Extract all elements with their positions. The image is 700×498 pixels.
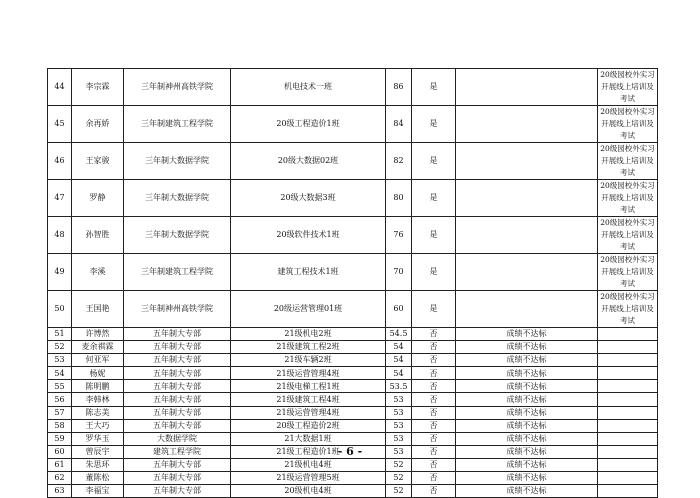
row-number-cell: 61	[48, 458, 72, 471]
table-row	[48, 354, 658, 367]
passed-cell: 否	[412, 406, 456, 419]
row-number-cell: 47	[48, 180, 72, 217]
row-number-cell: 57	[48, 406, 72, 419]
college-cell: 五年制大专部	[124, 419, 231, 432]
remark-cell: 20级园校外实习开展线上培训及考试	[598, 69, 658, 106]
table-row	[48, 217, 658, 254]
results-table	[47, 68, 658, 498]
row-number-cell: 44	[48, 69, 72, 106]
remark-cell	[598, 354, 658, 367]
remark-cell	[598, 458, 658, 471]
student-name-cell: 孙智胜	[72, 217, 124, 254]
reason-cell: 成绩不达标	[456, 406, 598, 419]
college-cell: 三年制大数据学院	[124, 217, 231, 254]
passed-cell: 否	[412, 485, 456, 498]
reason-cell	[456, 106, 598, 143]
table-row	[48, 328, 658, 341]
student-name-cell: 罗华玉	[72, 432, 124, 445]
class-cell: 21级运营管理4班	[231, 367, 386, 380]
college-cell: 五年制大专部	[124, 485, 231, 498]
remark-cell	[598, 406, 658, 419]
class-cell: 21级建筑工程2班	[231, 341, 386, 354]
class-cell: 20级工程造价2班	[231, 419, 386, 432]
reason-cell: 成绩不达标	[456, 432, 598, 445]
score-cell: 54	[386, 354, 412, 367]
passed-cell: 否	[412, 380, 456, 393]
student-name-cell: 李福宝	[72, 485, 124, 498]
class-cell: 20级机电4班	[231, 485, 386, 498]
remark-cell	[598, 328, 658, 341]
reason-cell: 成绩不达标	[456, 341, 598, 354]
remark-cell: 20级园校外实习开展线上培训及考试	[598, 217, 658, 254]
college-cell: 三年制大数据学院	[124, 143, 231, 180]
remark-cell: 20级园校外实习开展线上培训及考试	[598, 180, 658, 217]
table-row	[48, 393, 658, 406]
score-cell: 70	[386, 254, 412, 291]
class-cell: 20级大数据02班	[231, 143, 386, 180]
passed-cell: 否	[412, 432, 456, 445]
class-cell: 20级大数据3班	[231, 180, 386, 217]
student-name-cell: 曾辰宇	[72, 445, 124, 458]
student-name-cell: 许博然	[72, 328, 124, 341]
remark-cell	[598, 472, 658, 485]
student-name-cell: 余再娇	[72, 106, 124, 143]
score-cell: 53	[386, 419, 412, 432]
reason-cell: 成绩不达标	[456, 354, 598, 367]
score-cell: 54	[386, 367, 412, 380]
table-row	[48, 472, 658, 485]
row-number-cell: 62	[48, 472, 72, 485]
student-name-cell: 王国艳	[72, 291, 124, 328]
remark-cell	[598, 341, 658, 354]
table-row	[48, 432, 658, 445]
student-name-cell: 罗静	[72, 180, 124, 217]
reason-cell: 成绩不达标	[456, 472, 598, 485]
class-cell: 21级电梯工程1班	[231, 380, 386, 393]
row-number-cell: 63	[48, 485, 72, 498]
row-number-cell: 60	[48, 445, 72, 458]
score-cell: 53	[386, 432, 412, 445]
class-cell: 21级运营管理5班	[231, 472, 386, 485]
reason-cell	[456, 143, 598, 180]
passed-cell: 是	[412, 291, 456, 328]
student-name-cell: 王大巧	[72, 419, 124, 432]
college-cell: 五年制大专部	[124, 406, 231, 419]
reason-cell	[456, 217, 598, 254]
reason-cell	[456, 69, 598, 106]
row-number-cell: 51	[48, 328, 72, 341]
score-cell: 53	[386, 445, 412, 458]
row-number-cell: 48	[48, 217, 72, 254]
class-cell: 21级建筑工程4班	[231, 393, 386, 406]
student-name-cell: 李宗霖	[72, 69, 124, 106]
table-row	[48, 69, 658, 106]
passed-cell: 否	[412, 393, 456, 406]
college-cell: 三年制神州高铁学院	[124, 291, 231, 328]
reason-cell: 成绩不达标	[456, 458, 598, 471]
score-cell: 84	[386, 106, 412, 143]
college-cell: 五年制大专部	[124, 393, 231, 406]
college-cell: 三年制大数据学院	[124, 180, 231, 217]
reason-cell: 成绩不达标	[456, 485, 598, 498]
row-number-cell: 53	[48, 354, 72, 367]
student-name-cell: 杨妮	[72, 367, 124, 380]
class-cell: 20级运营管理01班	[231, 291, 386, 328]
remark-cell: 20级园校外实习开展线上培训及考试	[598, 106, 658, 143]
page-number: - 6 -	[337, 445, 363, 458]
remark-cell	[598, 419, 658, 432]
reason-cell: 成绩不达标	[456, 393, 598, 406]
score-cell: 52	[386, 458, 412, 471]
reason-cell: 成绩不达标	[456, 367, 598, 380]
student-name-cell: 李韩林	[72, 393, 124, 406]
table-row	[48, 419, 658, 432]
remark-cell: 20级园校外实习开展线上培训及考试	[598, 254, 658, 291]
college-cell: 五年制大专部	[124, 380, 231, 393]
row-number-cell: 56	[48, 393, 72, 406]
college-cell: 三年制神州高铁学院	[124, 69, 231, 106]
passed-cell: 否	[412, 354, 456, 367]
score-cell: 60	[386, 291, 412, 328]
college-cell: 五年制大专部	[124, 458, 231, 471]
reason-cell	[456, 291, 598, 328]
class-cell: 21大数据1班	[231, 432, 386, 445]
table-row	[48, 458, 658, 471]
class-cell: 建筑工程技术1班	[231, 254, 386, 291]
remark-cell	[598, 367, 658, 380]
table-row	[48, 254, 658, 291]
student-name-cell: 陈明鹏	[72, 380, 124, 393]
passed-cell: 否	[412, 458, 456, 471]
score-cell: 86	[386, 69, 412, 106]
remark-cell: 20级园校外实习开展线上培训及考试	[598, 143, 658, 180]
reason-cell: 成绩不达标	[456, 328, 598, 341]
score-cell: 53	[386, 406, 412, 419]
row-number-cell: 59	[48, 432, 72, 445]
student-name-cell: 朱思环	[72, 458, 124, 471]
remark-cell	[598, 393, 658, 406]
score-cell: 82	[386, 143, 412, 180]
score-cell: 76	[386, 217, 412, 254]
table-row	[48, 106, 658, 143]
reason-cell: 成绩不达标	[456, 445, 598, 458]
student-name-cell: 陈志美	[72, 406, 124, 419]
class-cell: 机电技术一班	[231, 69, 386, 106]
score-cell: 53	[386, 393, 412, 406]
row-number-cell: 45	[48, 106, 72, 143]
remark-cell: 20级园校外实习开展线上培训及考试	[598, 291, 658, 328]
reason-cell	[456, 254, 598, 291]
passed-cell: 否	[412, 341, 456, 354]
student-name-cell: 李溪	[72, 254, 124, 291]
passed-cell: 是	[412, 217, 456, 254]
reason-cell: 成绩不达标	[456, 419, 598, 432]
student-name-cell: 麦余祺霖	[72, 341, 124, 354]
score-cell: 53.5	[386, 380, 412, 393]
reason-cell	[456, 180, 598, 217]
passed-cell: 是	[412, 69, 456, 106]
college-cell: 五年制大专部	[124, 367, 231, 380]
row-number-cell: 49	[48, 254, 72, 291]
remark-cell	[598, 432, 658, 445]
student-name-cell: 王家骏	[72, 143, 124, 180]
row-number-cell: 58	[48, 419, 72, 432]
passed-cell: 否	[412, 367, 456, 380]
remark-cell	[598, 485, 658, 498]
passed-cell: 否	[412, 472, 456, 485]
college-cell: 三年制建筑工程学院	[124, 106, 231, 143]
college-cell: 五年制大专部	[124, 472, 231, 485]
score-cell: 52	[386, 485, 412, 498]
class-cell: 20级工程造价1班	[231, 106, 386, 143]
score-cell: 54.5	[386, 328, 412, 341]
passed-cell: 否	[412, 419, 456, 432]
student-name-cell: 何亚军	[72, 354, 124, 367]
row-number-cell: 52	[48, 341, 72, 354]
passed-cell: 否	[412, 328, 456, 341]
table-row	[48, 406, 658, 419]
row-number-cell: 55	[48, 380, 72, 393]
college-cell: 大数据学院	[124, 432, 231, 445]
class-cell: 21级运营管理4班	[231, 406, 386, 419]
passed-cell: 是	[412, 106, 456, 143]
class-cell: 21级车辆2班	[231, 354, 386, 367]
passed-cell: 是	[412, 180, 456, 217]
class-cell: 21级工程造价1班	[231, 445, 386, 458]
student-name-cell: 董陈松	[72, 472, 124, 485]
score-cell: 80	[386, 180, 412, 217]
score-cell: 52	[386, 472, 412, 485]
college-cell: 三年制建筑工程学院	[124, 254, 231, 291]
class-cell: 20级软件技术1班	[231, 217, 386, 254]
remark-cell	[598, 380, 658, 393]
table-row	[48, 143, 658, 180]
class-cell: 21级机电4班	[231, 458, 386, 471]
college-cell: 五年制大专部	[124, 341, 231, 354]
college-cell: 建筑工程学院	[124, 445, 231, 458]
passed-cell: 是	[412, 254, 456, 291]
college-cell: 五年制大专部	[124, 354, 231, 367]
passed-cell: 是	[412, 143, 456, 180]
passed-cell: 否	[412, 445, 456, 458]
row-number-cell: 46	[48, 143, 72, 180]
reason-cell: 成绩不达标	[456, 380, 598, 393]
row-number-cell: 54	[48, 367, 72, 380]
table-row	[48, 180, 658, 217]
table-row	[48, 380, 658, 393]
table-row	[48, 341, 658, 354]
table-row	[48, 367, 658, 380]
table-row	[48, 291, 658, 328]
college-cell: 五年制大专部	[124, 328, 231, 341]
class-cell: 21级机电2班	[231, 328, 386, 341]
table-row	[48, 485, 658, 498]
score-cell: 54	[386, 341, 412, 354]
row-number-cell: 50	[48, 291, 72, 328]
